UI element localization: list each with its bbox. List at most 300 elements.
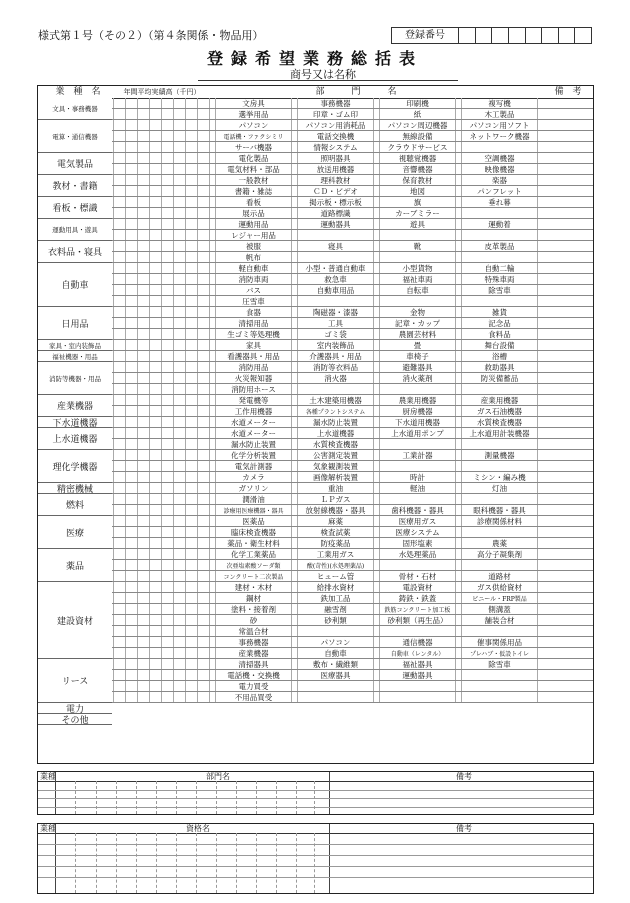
shop-name-line[interactable] [198, 80, 458, 81]
annual-digit-cell[interactable] [138, 241, 150, 251]
annual-digit-cell[interactable] [198, 637, 210, 647]
annual-digit-cell[interactable] [150, 340, 162, 350]
annual-digit-cell[interactable] [126, 351, 138, 361]
remarks-cell[interactable] [538, 153, 593, 163]
annual-digit-cell[interactable] [150, 131, 162, 141]
table-row[interactable] [38, 131, 593, 142]
annual-digit-cell[interactable] [126, 439, 138, 449]
table-row[interactable] [38, 807, 593, 808]
annual-digit-cell[interactable] [162, 461, 174, 471]
annual-digit-cell[interactable] [114, 131, 126, 141]
remarks-cell[interactable] [538, 538, 593, 548]
annual-digit-cell[interactable] [198, 615, 210, 625]
remarks-cell[interactable] [538, 208, 593, 218]
annual-digit-cell[interactable] [186, 362, 198, 372]
remarks-cell[interactable] [538, 230, 593, 240]
annual-digit-cell[interactable] [198, 560, 210, 570]
table-row[interactable] [38, 505, 593, 516]
table-row[interactable] [38, 560, 593, 571]
remarks-cell[interactable] [538, 516, 593, 526]
annual-digit-cell[interactable] [198, 285, 210, 295]
table-row[interactable] [38, 417, 593, 428]
annual-digit-cell[interactable] [114, 659, 126, 669]
annual-digit-cell[interactable] [162, 505, 174, 515]
annual-digit-cell[interactable] [114, 219, 126, 229]
table-row[interactable] [38, 318, 593, 329]
annual-digit-cell[interactable] [198, 274, 210, 284]
remarks-cell[interactable] [538, 659, 593, 669]
annual-digit-cell[interactable] [138, 593, 150, 603]
annual-digit-cell[interactable] [174, 373, 186, 383]
annual-digit-cell[interactable] [162, 164, 174, 174]
annual-digit-cell[interactable] [114, 230, 126, 240]
table-row[interactable] [38, 450, 593, 461]
annual-digit-cell[interactable] [174, 384, 186, 394]
annual-digit-cell[interactable] [126, 219, 138, 229]
annual-digit-cell[interactable] [174, 461, 186, 471]
table-row[interactable] [38, 538, 593, 549]
annual-digit-cell[interactable] [198, 472, 210, 482]
annual-digit-cell[interactable] [126, 285, 138, 295]
annual-digit-cell[interactable] [186, 318, 198, 328]
annual-digit-cell[interactable] [150, 230, 162, 240]
annual-digit-cell[interactable] [126, 208, 138, 218]
annual-digit-cell[interactable] [150, 560, 162, 570]
annual-digit-cell[interactable] [162, 351, 174, 361]
annual-digit-cell[interactable] [138, 208, 150, 218]
annual-digit-cell[interactable] [186, 263, 198, 273]
annual-digit-cell[interactable] [186, 329, 198, 339]
registration-digit-cell[interactable] [559, 28, 576, 43]
annual-digit-cell[interactable] [174, 549, 186, 559]
annual-digit-cell[interactable] [138, 340, 150, 350]
annual-digit-cell[interactable] [126, 120, 138, 130]
annual-digit-cell[interactable] [198, 483, 210, 493]
annual-digit-cell[interactable] [150, 659, 162, 669]
remarks-cell[interactable] [538, 340, 593, 350]
annual-digit-cell[interactable] [150, 626, 162, 636]
annual-digit-cell[interactable] [138, 428, 150, 438]
table-row[interactable] [38, 615, 593, 626]
annual-digit-cell[interactable] [114, 362, 126, 372]
annual-digit-cell[interactable] [126, 527, 138, 537]
annual-digit-cell[interactable] [186, 142, 198, 152]
table-row[interactable] [38, 790, 593, 791]
annual-digit-cell[interactable] [186, 472, 198, 482]
annual-digit-cell[interactable] [114, 263, 126, 273]
annual-digit-cell[interactable] [174, 175, 186, 185]
annual-digit-cell[interactable] [150, 538, 162, 548]
annual-digit-cell[interactable] [138, 417, 150, 427]
annual-digit-cell[interactable] [162, 439, 174, 449]
annual-digit-cell[interactable] [162, 142, 174, 152]
annual-digit-cell[interactable] [126, 395, 138, 405]
table-row[interactable] [38, 494, 593, 505]
annual-digit-cell[interactable] [174, 615, 186, 625]
annual-digit-cell[interactable] [138, 109, 150, 119]
annual-digit-cell[interactable] [174, 318, 186, 328]
annual-digit-cell[interactable] [174, 527, 186, 537]
annual-digit-cell[interactable] [138, 560, 150, 570]
annual-digit-cell[interactable] [162, 637, 174, 647]
annual-digit-cell[interactable] [198, 362, 210, 372]
remarks-cell[interactable] [538, 494, 593, 504]
annual-digit-cell[interactable] [186, 428, 198, 438]
annual-digit-cell[interactable] [186, 549, 198, 559]
annual-digit-cell[interactable] [114, 692, 126, 702]
annual-digit-cell[interactable] [198, 98, 210, 108]
annual-digit-cell[interactable] [126, 131, 138, 141]
annual-digit-cell[interactable] [114, 98, 126, 108]
table-row[interactable] [38, 340, 593, 351]
annual-digit-cell[interactable] [198, 692, 210, 702]
annual-digit-cell[interactable] [138, 439, 150, 449]
annual-digit-cell[interactable] [186, 153, 198, 163]
annual-digit-cell[interactable] [186, 582, 198, 592]
annual-digit-cell[interactable] [162, 109, 174, 119]
annual-digit-cell[interactable] [198, 175, 210, 185]
annual-digit-cell[interactable] [114, 285, 126, 295]
annual-digit-cell[interactable] [150, 362, 162, 372]
annual-digit-cell[interactable] [150, 153, 162, 163]
remarks-cell[interactable] [538, 593, 593, 603]
annual-digit-cell[interactable] [186, 197, 198, 207]
annual-digit-cell[interactable] [150, 483, 162, 493]
annual-digit-cell[interactable] [186, 285, 198, 295]
annual-digit-cell[interactable] [174, 252, 186, 262]
annual-digit-cell[interactable] [198, 241, 210, 251]
table-row[interactable] [38, 648, 593, 659]
annual-digit-cell[interactable] [114, 153, 126, 163]
annual-digit-cell[interactable] [114, 307, 126, 317]
annual-digit-cell[interactable] [186, 505, 198, 515]
annual-digit-cell[interactable] [126, 516, 138, 526]
annual-digit-cell[interactable] [198, 439, 210, 449]
annual-digit-cell[interactable] [138, 483, 150, 493]
table-row[interactable] [38, 153, 593, 164]
annual-digit-cell[interactable] [174, 582, 186, 592]
annual-digit-cell[interactable] [138, 351, 150, 361]
annual-digit-cell[interactable] [186, 186, 198, 196]
annual-digit-cell[interactable] [114, 472, 126, 482]
annual-digit-cell[interactable] [114, 252, 126, 262]
table-row[interactable] [38, 659, 593, 670]
annual-digit-cell[interactable] [114, 175, 126, 185]
annual-digit-cell[interactable] [186, 340, 198, 350]
annual-digit-cell[interactable] [198, 659, 210, 669]
annual-digit-cell[interactable] [198, 153, 210, 163]
annual-digit-cell[interactable] [162, 186, 174, 196]
annual-digit-cell[interactable] [150, 417, 162, 427]
remarks-cell[interactable] [538, 285, 593, 295]
annual-digit-cell[interactable] [162, 153, 174, 163]
annual-digit-cell[interactable] [162, 197, 174, 207]
annual-digit-cell[interactable] [126, 648, 138, 658]
annual-digit-cell[interactable] [198, 307, 210, 317]
annual-digit-cell[interactable] [138, 692, 150, 702]
annual-digit-cell[interactable] [150, 461, 162, 471]
annual-digit-cell[interactable] [126, 494, 138, 504]
table-row[interactable] [38, 274, 593, 285]
annual-digit-cell[interactable] [198, 395, 210, 405]
annual-digit-cell[interactable] [162, 593, 174, 603]
annual-digit-cell[interactable] [114, 208, 126, 218]
annual-digit-cell[interactable] [198, 197, 210, 207]
annual-digit-cell[interactable] [150, 98, 162, 108]
annual-digit-cell[interactable] [198, 428, 210, 438]
annual-digit-cell[interactable] [186, 626, 198, 636]
remarks-cell[interactable] [538, 164, 593, 174]
annual-digit-cell[interactable] [174, 285, 186, 295]
annual-digit-cell[interactable] [162, 362, 174, 372]
annual-digit-cell[interactable] [114, 351, 126, 361]
annual-digit-cell[interactable] [126, 505, 138, 515]
annual-digit-cell[interactable] [150, 219, 162, 229]
annual-digit-cell[interactable] [162, 252, 174, 262]
registration-digit-cell[interactable] [459, 28, 476, 43]
annual-digit-cell[interactable] [162, 329, 174, 339]
annual-digit-cell[interactable] [138, 637, 150, 647]
remarks-cell[interactable] [538, 120, 593, 130]
annual-digit-cell[interactable] [186, 593, 198, 603]
table-row[interactable] [38, 175, 593, 186]
annual-digit-cell[interactable] [186, 538, 198, 548]
annual-digit-cell[interactable] [174, 109, 186, 119]
annual-digit-cell[interactable] [138, 472, 150, 482]
remarks-cell[interactable] [538, 274, 593, 284]
annual-digit-cell[interactable] [114, 241, 126, 251]
remarks-cell[interactable] [538, 263, 593, 273]
annual-digit-cell[interactable] [198, 505, 210, 515]
remarks-cell[interactable] [538, 615, 593, 625]
annual-digit-cell[interactable] [138, 461, 150, 471]
annual-digit-cell[interactable] [186, 241, 198, 251]
table-row[interactable] [38, 230, 593, 241]
annual-digit-cell[interactable] [198, 230, 210, 240]
remarks-cell[interactable] [538, 351, 593, 361]
table-row[interactable] [38, 604, 593, 615]
table-row[interactable] [38, 593, 593, 604]
annual-digit-cell[interactable] [174, 197, 186, 207]
annual-digit-cell[interactable] [126, 362, 138, 372]
annual-digit-cell[interactable] [186, 527, 198, 537]
annual-digit-cell[interactable] [126, 538, 138, 548]
annual-digit-cell[interactable] [162, 296, 174, 306]
annual-digit-cell[interactable] [198, 296, 210, 306]
annual-digit-cell[interactable] [186, 98, 198, 108]
annual-digit-cell[interactable] [126, 428, 138, 438]
annual-digit-cell[interactable] [138, 615, 150, 625]
remarks-cell[interactable] [538, 461, 593, 471]
annual-digit-cell[interactable] [174, 439, 186, 449]
annual-digit-cell[interactable] [114, 483, 126, 493]
annual-digit-cell[interactable] [138, 131, 150, 141]
table-row[interactable] [38, 263, 593, 274]
annual-digit-cell[interactable] [150, 384, 162, 394]
annual-digit-cell[interactable] [138, 538, 150, 548]
table-row[interactable] [38, 406, 593, 417]
annual-digit-cell[interactable] [186, 307, 198, 317]
remarks-cell[interactable] [538, 318, 593, 328]
annual-digit-cell[interactable] [114, 384, 126, 394]
annual-digit-cell[interactable] [138, 175, 150, 185]
annual-digit-cell[interactable] [138, 318, 150, 328]
table-row[interactable] [38, 351, 593, 362]
annual-digit-cell[interactable] [186, 230, 198, 240]
annual-digit-cell[interactable] [198, 351, 210, 361]
annual-digit-cell[interactable] [138, 659, 150, 669]
annual-digit-cell[interactable] [150, 175, 162, 185]
remarks-cell[interactable] [538, 648, 593, 658]
annual-digit-cell[interactable] [150, 263, 162, 273]
annual-digit-cell[interactable] [198, 450, 210, 460]
annual-digit-cell[interactable] [114, 604, 126, 614]
table-row[interactable] [38, 197, 593, 208]
annual-digit-cell[interactable] [126, 560, 138, 570]
annual-digit-cell[interactable] [126, 637, 138, 647]
annual-digit-cell[interactable] [114, 681, 126, 691]
table-row[interactable] [38, 855, 593, 856]
annual-digit-cell[interactable] [114, 450, 126, 460]
table-row[interactable] [38, 142, 593, 153]
annual-digit-cell[interactable] [126, 340, 138, 350]
annual-digit-cell[interactable] [162, 560, 174, 570]
remarks-cell[interactable] [538, 131, 593, 141]
annual-digit-cell[interactable] [150, 604, 162, 614]
annual-digit-cell[interactable] [126, 307, 138, 317]
annual-digit-cell[interactable] [198, 582, 210, 592]
annual-digit-cell[interactable] [162, 428, 174, 438]
remarks-cell[interactable] [538, 527, 593, 537]
annual-digit-cell[interactable] [186, 164, 198, 174]
annual-digit-cell[interactable] [126, 450, 138, 460]
annual-digit-cell[interactable] [186, 208, 198, 218]
remarks-cell[interactable] [538, 681, 593, 691]
annual-digit-cell[interactable] [174, 263, 186, 273]
annual-digit-cell[interactable] [114, 494, 126, 504]
annual-digit-cell[interactable] [114, 142, 126, 152]
annual-digit-cell[interactable] [162, 549, 174, 559]
annual-digit-cell[interactable] [198, 219, 210, 229]
annual-digit-cell[interactable] [126, 626, 138, 636]
annual-digit-cell[interactable] [162, 395, 174, 405]
table-row[interactable] [38, 844, 593, 845]
annual-digit-cell[interactable] [114, 340, 126, 350]
annual-digit-cell[interactable] [186, 461, 198, 471]
table-row[interactable] [38, 362, 593, 373]
annual-digit-cell[interactable] [198, 263, 210, 273]
annual-digit-cell[interactable] [174, 98, 186, 108]
annual-digit-cell[interactable] [114, 505, 126, 515]
annual-digit-cell[interactable] [138, 120, 150, 130]
annual-digit-cell[interactable] [138, 681, 150, 691]
annual-digit-cell[interactable] [126, 582, 138, 592]
annual-digit-cell[interactable] [174, 329, 186, 339]
annual-digit-cell[interactable] [198, 648, 210, 658]
annual-digit-cell[interactable] [114, 549, 126, 559]
annual-digit-cell[interactable] [198, 340, 210, 350]
annual-digit-cell[interactable] [150, 120, 162, 130]
annual-digit-cell[interactable] [126, 659, 138, 669]
remarks-cell[interactable] [538, 626, 593, 636]
remarks-cell[interactable] [538, 395, 593, 405]
annual-digit-cell[interactable] [174, 505, 186, 515]
annual-digit-cell[interactable] [126, 263, 138, 273]
annual-digit-cell[interactable] [150, 692, 162, 702]
annual-digit-cell[interactable] [162, 208, 174, 218]
annual-digit-cell[interactable] [126, 681, 138, 691]
table-row[interactable] [38, 483, 593, 494]
table-row[interactable] [38, 637, 593, 648]
remarks-cell[interactable] [538, 505, 593, 515]
annual-digit-cell[interactable] [174, 637, 186, 647]
annual-digit-cell[interactable] [186, 615, 198, 625]
table-row[interactable] [38, 626, 593, 637]
annual-digit-cell[interactable] [162, 406, 174, 416]
annual-digit-cell[interactable] [138, 604, 150, 614]
remarks-cell[interactable] [538, 637, 593, 647]
annual-digit-cell[interactable] [150, 241, 162, 251]
annual-digit-cell[interactable] [150, 516, 162, 526]
table-row[interactable] [38, 582, 593, 593]
annual-digit-cell[interactable] [174, 538, 186, 548]
annual-digit-cell[interactable] [174, 406, 186, 416]
remarks-cell[interactable] [538, 384, 593, 394]
remarks-cell[interactable] [538, 329, 593, 339]
annual-digit-cell[interactable] [186, 692, 198, 702]
table-row[interactable] [38, 241, 593, 252]
annual-digit-cell[interactable] [150, 208, 162, 218]
annual-digit-cell[interactable] [126, 417, 138, 427]
annual-digit-cell[interactable] [198, 120, 210, 130]
annual-digit-cell[interactable] [162, 527, 174, 537]
annual-digit-cell[interactable] [186, 670, 198, 680]
annual-digit-cell[interactable] [174, 164, 186, 174]
annual-digit-cell[interactable] [114, 274, 126, 284]
annual-digit-cell[interactable] [114, 527, 126, 537]
annual-digit-cell[interactable] [114, 109, 126, 119]
remarks-cell[interactable] [538, 307, 593, 317]
table-row[interactable] [38, 219, 593, 230]
table-row[interactable] [38, 798, 593, 799]
table-row[interactable] [38, 472, 593, 483]
annual-digit-cell[interactable] [162, 571, 174, 581]
annual-digit-cell[interactable] [174, 604, 186, 614]
annual-digit-cell[interactable] [150, 472, 162, 482]
annual-digit-cell[interactable] [162, 131, 174, 141]
annual-digit-cell[interactable] [150, 681, 162, 691]
annual-digit-cell[interactable] [174, 571, 186, 581]
annual-digit-cell[interactable] [126, 549, 138, 559]
annual-digit-cell[interactable] [174, 351, 186, 361]
annual-digit-cell[interactable] [186, 120, 198, 130]
annual-digit-cell[interactable] [162, 384, 174, 394]
annual-digit-cell[interactable] [162, 285, 174, 295]
annual-digit-cell[interactable] [198, 318, 210, 328]
annual-digit-cell[interactable] [138, 670, 150, 680]
annual-digit-cell[interactable] [162, 615, 174, 625]
annual-digit-cell[interactable] [174, 626, 186, 636]
remarks-cell[interactable] [538, 670, 593, 680]
annual-digit-cell[interactable] [126, 296, 138, 306]
annual-digit-cell[interactable] [186, 252, 198, 262]
annual-digit-cell[interactable] [150, 527, 162, 537]
annual-digit-cell[interactable] [198, 516, 210, 526]
remarks-cell[interactable] [538, 373, 593, 383]
annual-digit-cell[interactable] [138, 307, 150, 317]
annual-digit-cell[interactable] [138, 164, 150, 174]
annual-digit-cell[interactable] [126, 98, 138, 108]
